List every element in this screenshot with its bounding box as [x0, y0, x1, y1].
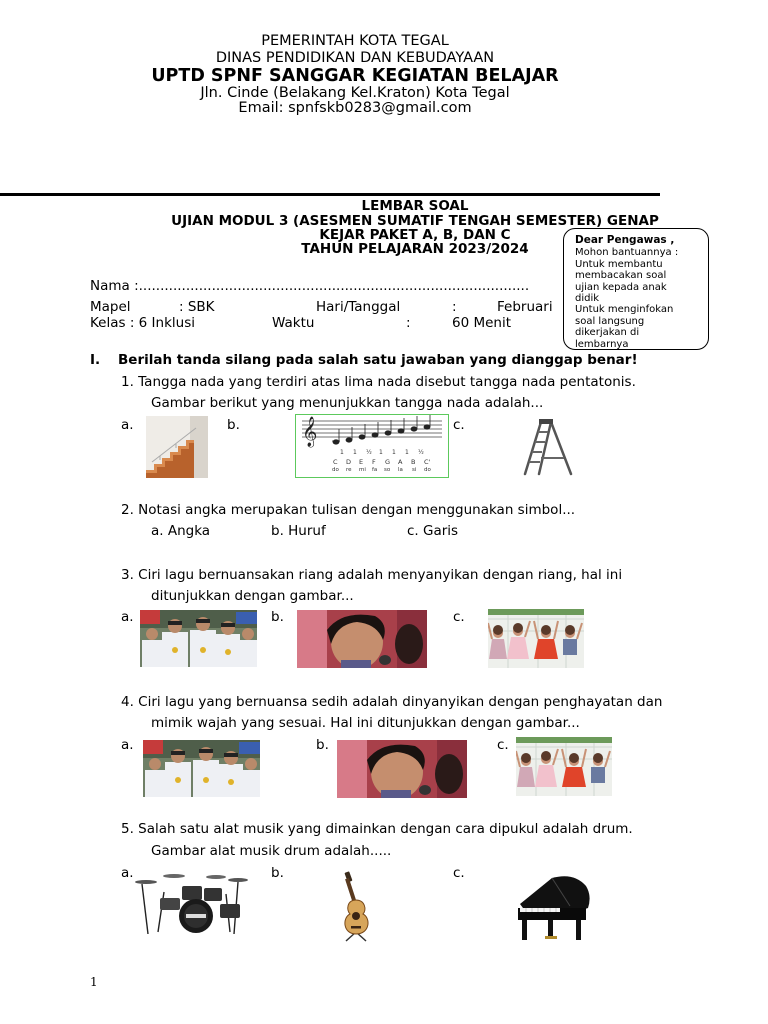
year-title: TAHUN PELAJARAN 2023/2024 [301, 241, 529, 257]
question-3-line2: ditunjukkan dengan gambar... [151, 588, 354, 604]
q2-option-c: c. Garis [407, 523, 459, 539]
q3-option-b: b. [271, 609, 284, 625]
note-line: Mohon bantuannya : [575, 247, 679, 259]
date-colon: : [452, 299, 457, 315]
question-5-line2: Gambar alat musik drum adalah..... [151, 843, 392, 859]
solfege-label: mi [359, 467, 366, 473]
time-colon: : [406, 315, 411, 331]
note-line: membacakan soal [575, 270, 667, 282]
q1-option-b: b. [227, 417, 240, 433]
time-value: 60 Menit [452, 315, 512, 331]
header-divider [0, 193, 660, 196]
page-number: 1 [90, 975, 98, 989]
q4-option-a: a. [121, 737, 134, 753]
happy-children-photo [516, 737, 612, 796]
interval-label: ½ [366, 449, 372, 456]
interval-label: 1 [340, 449, 344, 456]
note-letter: D [346, 458, 352, 466]
note-letter: A [398, 458, 403, 466]
guitar-image [334, 870, 378, 942]
name-field: Nama :........................................................................................... [90, 278, 530, 294]
section-number: I. [90, 352, 101, 368]
happy-children-photo [488, 609, 584, 668]
question-1-line2: Gambar berikut yang menunjukkan tangga nada adalah... [151, 395, 544, 411]
solfege-label: si [412, 467, 417, 473]
note-letter: F [372, 458, 376, 466]
solfege-label: so [384, 467, 391, 473]
q1-option-a: a. [121, 417, 134, 433]
sheet-title: LEMBAR SOAL [361, 198, 469, 214]
q2-option-a: a. Angka [151, 523, 211, 539]
q2-option-b: b. Huruf [271, 523, 326, 539]
note-line: Untuk membantu [575, 258, 663, 270]
proctor-note [563, 228, 709, 350]
note-line: Untuk menginfokan [575, 304, 674, 316]
interval-label: 1 [392, 449, 396, 456]
question-4: 4. Ciri lagu yang bernuansa sedih adalah dinyanyikan dengan penghayatan dan [121, 694, 663, 710]
class-label: Kelas : 6 Inklusi [90, 315, 196, 331]
note-heading: Dear Pengawas , [575, 234, 675, 246]
note-letter: B [411, 458, 416, 466]
q5-option-c: c. [453, 865, 465, 881]
gov-name: PEMERINTAH KOTA TEGAL [261, 33, 449, 49]
svg-text:𝄞: 𝄞 [302, 417, 318, 447]
q3-option-c: c. [453, 609, 465, 625]
question-3: 3. Ciri lagu bernuansakan riang adalah menyanyikan dengan riang, hal ini [121, 567, 623, 583]
interval-label: 1 [379, 449, 383, 456]
note-line: didik [575, 293, 600, 305]
interval-label: ½ [418, 449, 424, 456]
program-title: KEJAR PAKET A, B, DAN C [319, 227, 511, 243]
date-value: Februari [497, 299, 553, 315]
saluting-group-photo [140, 610, 257, 667]
note-line: lembarnya [575, 338, 629, 350]
emotional-singer-photo [297, 610, 427, 668]
interval-label: 1 [353, 449, 357, 456]
q4-option-c: c. [497, 737, 509, 753]
question-4-line2: mimik wajah yang sesuai. Hal ini ditunjukkan dengan gambar... [151, 715, 580, 731]
q4-option-b: b. [316, 737, 329, 753]
note-line: ujian kepada anak [575, 281, 667, 293]
emotional-singer-photo [337, 740, 467, 798]
solfege-label: do [424, 467, 431, 473]
solfege-label: fa [372, 467, 378, 473]
subject-value: : SBK [179, 299, 215, 315]
q5-option-b: b. [271, 865, 284, 881]
note-line: soal langsung [575, 315, 645, 327]
section-instruction: Berilah tanda silang pada salah satu jawaban yang dianggap benar! [118, 352, 638, 368]
time-label: Waktu [272, 315, 315, 331]
solfege-label: re [346, 467, 352, 473]
grand-piano-image [512, 874, 594, 942]
interval-label: 1 [405, 449, 409, 456]
music-scale-image [295, 414, 449, 478]
note-letter: G [385, 458, 391, 466]
date-label: Hari/Tanggal [316, 299, 401, 315]
question-1: 1. Tangga nada yang terdiri atas lima nada disebut tangga nada pentatonis. [121, 374, 636, 390]
agency-name: DINAS PENDIDIKAN DAN KEBUDAYAAN [215, 50, 495, 66]
note-line: dikerjakan di [575, 327, 640, 339]
stairs-image [146, 416, 208, 478]
ladder-image [519, 418, 575, 478]
q1-option-c: c. [453, 417, 465, 433]
solfege-label: do [332, 467, 339, 473]
exam-title: UJIAN MODUL 3 (ASESMEN SUMATIF TENGAH SEMESTER) GENAP [171, 213, 659, 229]
note-letter: C' [424, 458, 431, 466]
note-letter: E [359, 458, 364, 466]
q3-option-a: a. [121, 609, 134, 625]
question-5: 5. Salah satu alat musik yang dimainkan dengan cara dipukul adalah drum. [121, 821, 633, 837]
address: Jln. Cinde (Belakang Kel.Kraton) Kota Tegal [200, 85, 510, 101]
institution-name: UPTD SPNF SANGGAR KEGIATAN BELAJAR [151, 66, 559, 86]
note-letter: C [333, 458, 338, 466]
solfege-label: la [398, 467, 403, 473]
subject-label: Mapel [90, 299, 131, 315]
question-2: 2. Notasi angka merupakan tulisan dengan menggunakan simbol... [121, 502, 576, 518]
saluting-group-photo [143, 740, 260, 797]
email: Email: spnfskb0283@gmail.com [238, 100, 472, 116]
q5-option-a: a. [121, 865, 134, 881]
drum-kit-image [134, 872, 249, 934]
